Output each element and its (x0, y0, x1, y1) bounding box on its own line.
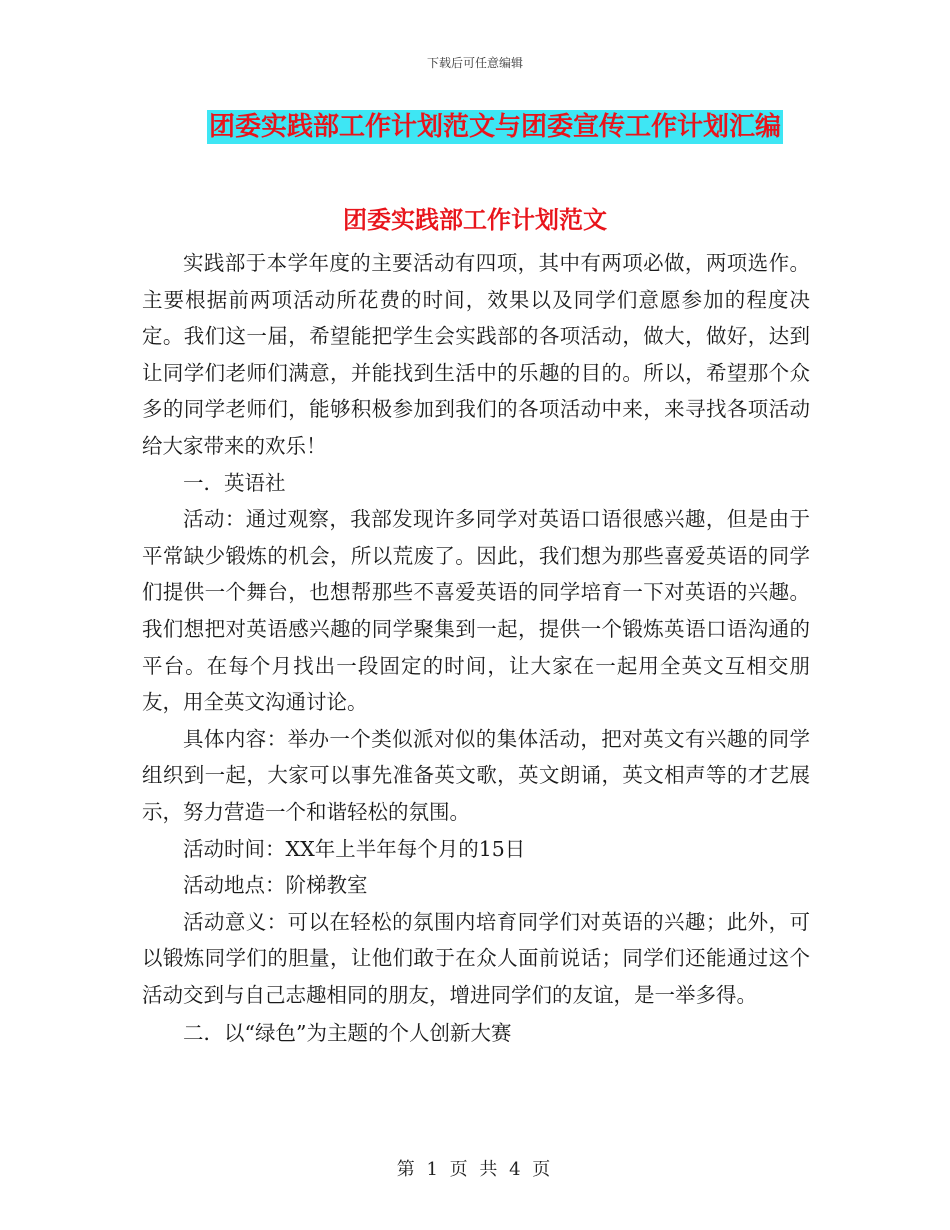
paragraph-time: 活动时间：XX年上半年每个月的15日 (183, 836, 526, 861)
document-body (142, 245, 810, 1052)
paragraph-significance: 活动意义：可以在轻松的氛围内培育同学们对英语的兴趣；此外，可以锻炼同学们的胆量，让他们敢于在众人面前说话；同学们还能通过这个活动交到与自己志趣相同的朋友，增进同学们的友谊，是一举多得。 (142, 909, 810, 1007)
page-number-footer: 第 1 页 共 4 页 (396, 1159, 554, 1180)
header-note: 下载后可任意编辑 (426, 56, 523, 70)
paragraph-activity: 活动：通过观察，我部发现许多同学对英语口语很感兴趣，但是由于平常缺少锻炼的机会，所以荒废了。因此，我们想为那些喜爱英语的同学们提供一个舞台，也想帮那些不喜爱英语的同学培育一下对英语的兴趣。我们想把对英语感兴趣的同学聚集到一起，提供一个锻炼英语口语沟通的平台。在每个月找出一段固定的时间，让大家在一起用全英文互相交朋友，用全英文沟通讨论。 (142, 507, 810, 715)
heading-english-club: 一．英语社 (183, 470, 286, 495)
paragraph-intro: 实践部于本学年度的主要活动有四项，其中有两项必做，两项选作。主要根据前两项活动所花费的时间，效果以及同学们意愿参加的程度决定。我们这一届，希望能把学生会实践部的各项活动，做大，做好，达到让同学们老师们满意，并能找到生活中的乐趣的目的。所以，希望那个众多的同学老师们，能够积极参加到我们的各项活动中来，来寻找各项活动给大家带来的欢乐！ (142, 251, 810, 458)
paragraph-location: 活动地点：阶梯教室 (183, 873, 368, 898)
heading-green-contest: 二．以“绿色”为主题的个人创新大赛 (183, 1021, 512, 1046)
section-title: 团委实践部工作计划范文 (343, 206, 607, 234)
paragraph-content: 具体内容：举办一个类似派对似的集体活动，把对英文有兴趣的同学组织到一起，大家可以事先准备英文歌，英文朗诵，英文相声等的才艺展示，努力营造一个和谐轻松的氛围。 (142, 726, 810, 824)
document-title: 团委实践部工作计划范文与团委宣传工作计划汇编 (209, 112, 782, 142)
